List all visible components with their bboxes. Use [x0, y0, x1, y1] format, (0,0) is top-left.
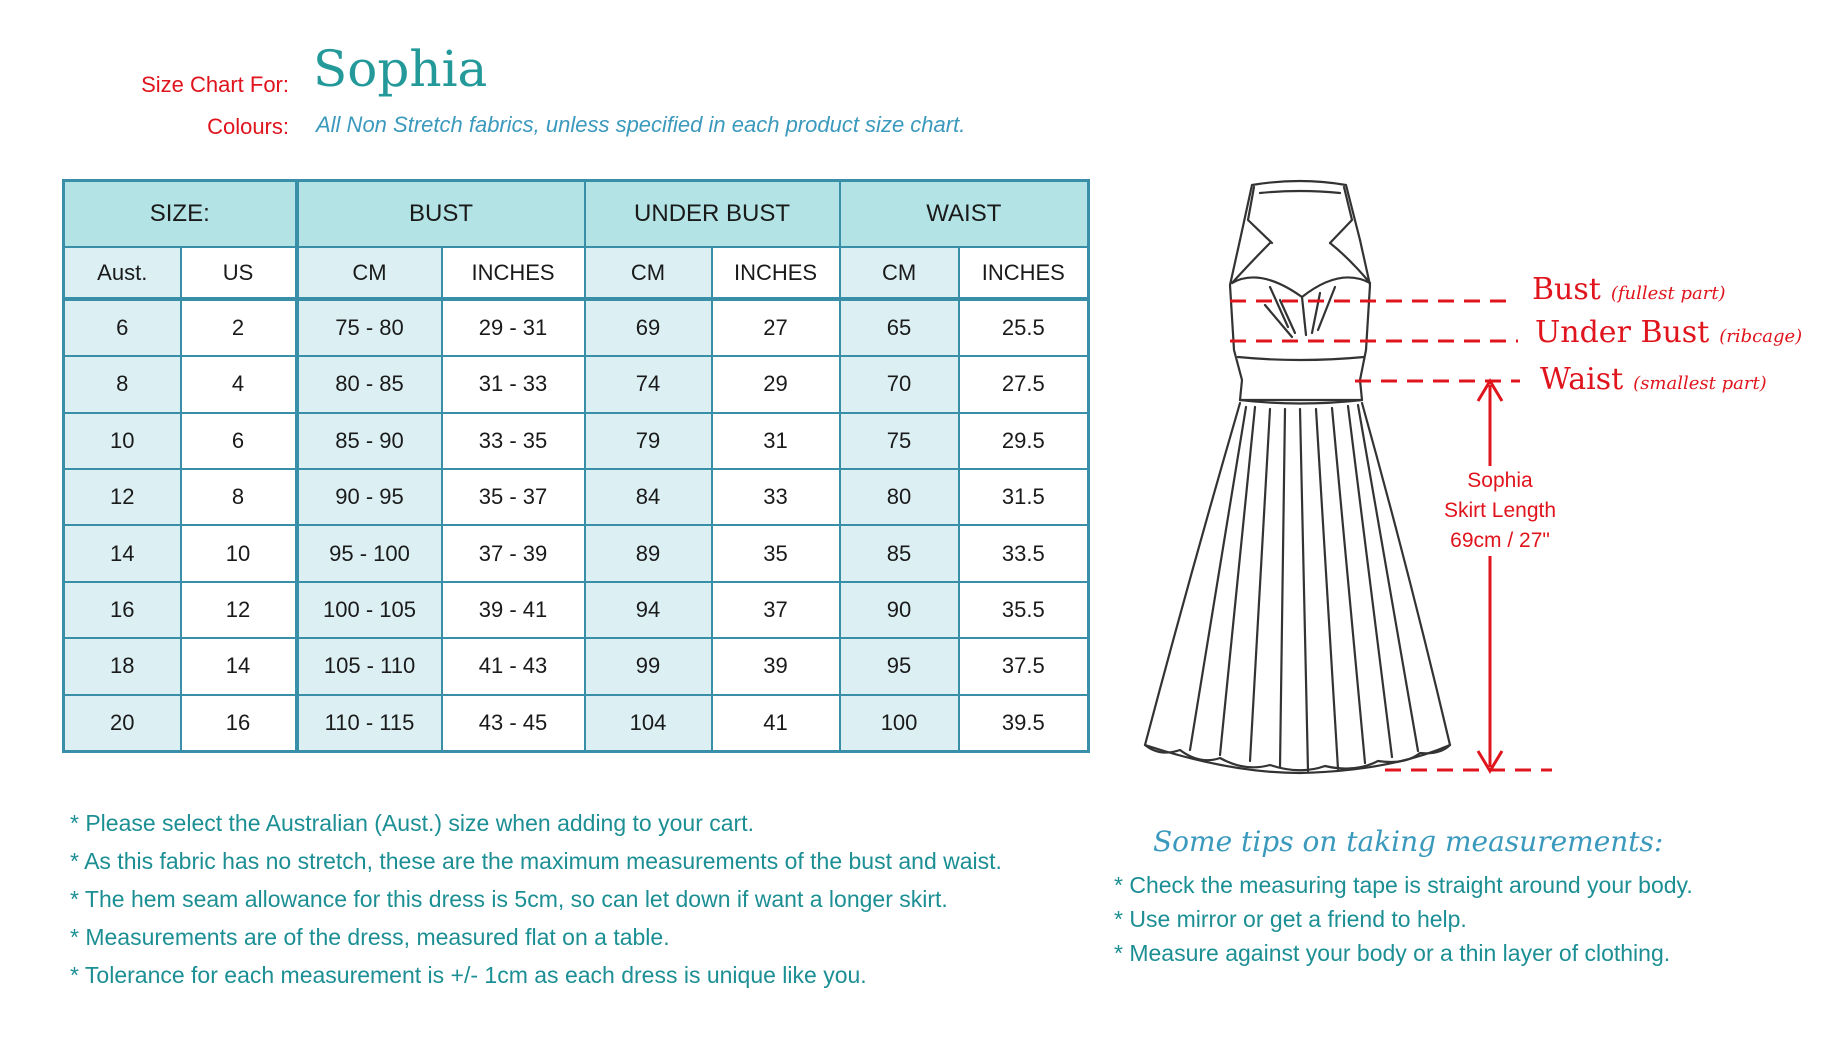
- skirt-length-label: [1420, 466, 1580, 556]
- cell-bust-inches: 31 - 33: [442, 356, 585, 412]
- cell-bust-cm: 100 - 105: [297, 582, 442, 638]
- cell-size-aust: 18: [64, 638, 181, 694]
- cell-waist-inches: 35.5: [959, 582, 1089, 638]
- cell-underbust-cm: 74: [585, 356, 712, 412]
- skirt-label-value: 69cm / 27": [1450, 529, 1550, 552]
- waist-note: (smallest part): [1633, 373, 1767, 394]
- cell-waist-cm: 75: [840, 413, 959, 469]
- under-bust-group-header: UNDER BUST: [585, 181, 840, 248]
- cell-underbust-inches: 35: [712, 525, 840, 581]
- cell-bust-cm: 105 - 110: [297, 638, 442, 694]
- cell-bust-cm: 80 - 85: [297, 356, 442, 412]
- cell-underbust-cm: 89: [585, 525, 712, 581]
- subheader-waist-inches: INCHES: [959, 247, 1089, 298]
- bust-label-text: Bust: [1532, 272, 1601, 307]
- subheader-bust-cm: CM: [297, 247, 442, 298]
- size-group-header: SIZE:: [64, 181, 297, 248]
- note-item: * Measurements are of the dress, measured flat on a table.: [70, 924, 670, 950]
- cell-waist-cm: 70: [840, 356, 959, 412]
- colours-label: Colours:: [207, 114, 289, 139]
- cell-underbust-inches: 37: [712, 582, 840, 638]
- cell-size-aust: 20: [64, 695, 181, 752]
- subheader-row: [64, 247, 1089, 298]
- under-bust-label-text: Under Bust: [1535, 315, 1710, 350]
- cell-size-us: 10: [181, 525, 297, 581]
- cell-size-aust: 14: [64, 525, 181, 581]
- cell-waist-inches: 27.5: [959, 356, 1089, 412]
- cell-underbust-inches: 27: [712, 299, 840, 356]
- subheader-us: US: [181, 247, 297, 298]
- cell-bust-inches: 37 - 39: [442, 525, 585, 581]
- skirt-outline: [1145, 403, 1450, 773]
- tip-item: * Use mirror or get a friend to help.: [1114, 906, 1467, 932]
- cell-bust-cm: 110 - 115: [297, 695, 442, 752]
- cell-underbust-cm: 94: [585, 582, 712, 638]
- bust-note: (fullest part): [1610, 283, 1726, 304]
- cell-size-aust: 12: [64, 469, 181, 525]
- table-row: [64, 525, 1089, 581]
- size-table: [62, 179, 1090, 753]
- group-header-row: [64, 181, 1089, 248]
- cell-underbust-inches: 41: [712, 695, 840, 752]
- tips-title: Some tips on taking measurements:: [1153, 825, 1664, 858]
- cell-waist-inches: 37.5: [959, 638, 1089, 694]
- subheader-waist-cm: CM: [840, 247, 959, 298]
- subheader-bust-inches: INCHES: [442, 247, 585, 298]
- cell-waist-cm: 100: [840, 695, 959, 752]
- cell-waist-cm: 65: [840, 299, 959, 356]
- table-row: [64, 582, 1089, 638]
- cell-size-us: 4: [181, 356, 297, 412]
- cell-bust-cm: 95 - 100: [297, 525, 442, 581]
- cell-bust-inches: 43 - 45: [442, 695, 585, 752]
- tip-item: * Measure against your body or a thin layer of clothing.: [1114, 940, 1671, 966]
- cell-bust-inches: 35 - 37: [442, 469, 585, 525]
- table-row: [64, 469, 1089, 525]
- cell-size-us: 8: [181, 469, 297, 525]
- size-chart-label: Size Chart For:: [141, 72, 289, 97]
- cell-waist-inches: 25.5: [959, 299, 1089, 356]
- note-item: * Please select the Australian (Aust.) size when adding to your cart.: [70, 810, 754, 836]
- cell-waist-cm: 80: [840, 469, 959, 525]
- cell-bust-inches: 29 - 31: [442, 299, 585, 356]
- cell-size-aust: 10: [64, 413, 181, 469]
- cell-waist-cm: 90: [840, 582, 959, 638]
- waist-group-header: WAIST: [840, 181, 1089, 248]
- cell-bust-cm: 85 - 90: [297, 413, 442, 469]
- cell-underbust-cm: 99: [585, 638, 712, 694]
- table-row: [64, 695, 1089, 752]
- note-item: * Tolerance for each measurement is +/- 1cm as each dress is unique like you.: [70, 962, 867, 988]
- cell-size-aust: 8: [64, 356, 181, 412]
- cell-size-us: 2: [181, 299, 297, 356]
- cell-size-us: 14: [181, 638, 297, 694]
- cell-waist-inches: 31.5: [959, 469, 1089, 525]
- cell-underbust-inches: 33: [712, 469, 840, 525]
- table-row: [64, 638, 1089, 694]
- cell-underbust-inches: 31: [712, 413, 840, 469]
- table-row: [64, 356, 1089, 412]
- cell-size-us: 6: [181, 413, 297, 469]
- cell-bust-inches: 41 - 43: [442, 638, 585, 694]
- cell-size-aust: 6: [64, 299, 181, 356]
- tips-list: [1114, 868, 1693, 970]
- cell-underbust-inches: 29: [712, 356, 840, 412]
- cell-waist-inches: 39.5: [959, 695, 1089, 752]
- cell-underbust-cm: 104: [585, 695, 712, 752]
- cell-size-us: 12: [181, 582, 297, 638]
- under-bust-note: (ribcage): [1719, 326, 1803, 347]
- product-name: Sophia: [313, 40, 488, 98]
- cell-bust-inches: 33 - 35: [442, 413, 585, 469]
- colours-text: All Non Stretch fabrics, unless specified in each product size chart.: [316, 112, 966, 137]
- tip-item: * Check the measuring tape is straight around your body.: [1114, 872, 1693, 898]
- cell-underbust-cm: 79: [585, 413, 712, 469]
- notes-list: [70, 804, 1002, 994]
- table-row: [64, 299, 1089, 356]
- cell-underbust-cm: 69: [585, 299, 712, 356]
- note-item: * The hem seam allowance for this dress is 5cm, so can let down if want a longer skirt.: [70, 886, 948, 912]
- cell-bust-cm: 90 - 95: [297, 469, 442, 525]
- table-row: [64, 413, 1089, 469]
- bust-group-header: BUST: [297, 181, 585, 248]
- cell-bust-cm: 75 - 80: [297, 299, 442, 356]
- subheader-aust: Aust.: [64, 247, 181, 298]
- bust-label: [1532, 272, 1726, 307]
- cell-bust-inches: 39 - 41: [442, 582, 585, 638]
- subheader-underbust-cm: CM: [585, 247, 712, 298]
- note-item: * As this fabric has no stretch, these are the maximum measurements of the bust and waist.: [70, 848, 1002, 874]
- cell-waist-inches: 33.5: [959, 525, 1089, 581]
- cell-waist-inches: 29.5: [959, 413, 1089, 469]
- subheader-underbust-inches: INCHES: [712, 247, 840, 298]
- cell-size-aust: 16: [64, 582, 181, 638]
- skirt-label-title: Skirt Length: [1443, 499, 1557, 522]
- cell-underbust-inches: 39: [712, 638, 840, 694]
- cell-waist-cm: 85: [840, 525, 959, 581]
- cell-size-us: 16: [181, 695, 297, 752]
- cell-waist-cm: 95: [840, 638, 959, 694]
- under-bust-label: [1535, 315, 1802, 350]
- waist-label-text: Waist: [1540, 362, 1624, 397]
- cell-underbust-cm: 84: [585, 469, 712, 525]
- waist-label: [1540, 362, 1767, 397]
- skirt-label-name: Sophia: [1467, 469, 1533, 492]
